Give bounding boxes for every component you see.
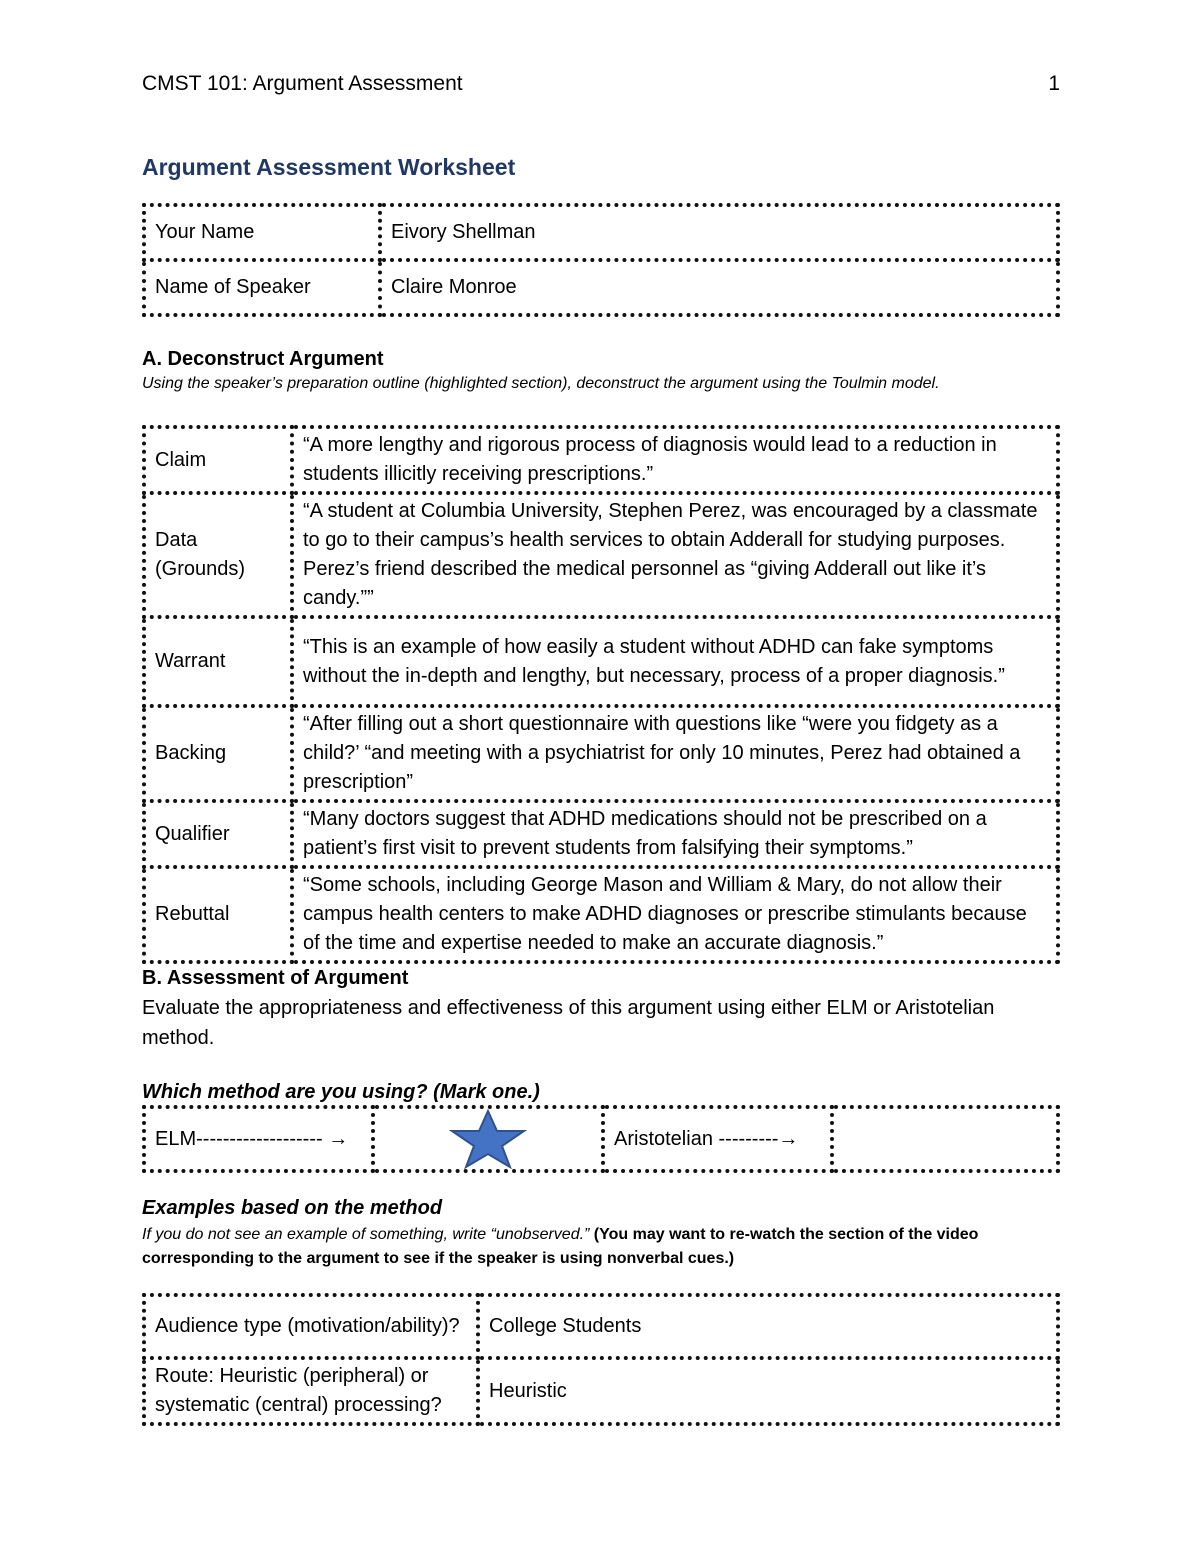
page-number: 1 [1048,72,1060,95]
elm-choice-cell[interactable] [373,1107,603,1171]
aristotelian-choice-cell[interactable] [832,1107,1058,1171]
table-row [144,493,1058,617]
section-b-heading: B. Assessment of Argument [142,967,409,989]
audience-type-label: Audience type (motivation/ability)? [144,1295,478,1358]
speaker-label: Name of Speaker [144,260,380,315]
qualifier-field[interactable]: “Many doctors suggest that ADHD medications should not be prescribed on a patient’s first visit to prevent students from falsifying their symptoms.” [292,801,1058,867]
examples-heading: Examples based on the method [142,1197,443,1219]
data-field[interactable]: “A student at Columbia University, Stephen Perez, was encouraged by a classmate to go to their campus’s health services to obtain Adderall for studying purposes. Perez’s friend described the medical personnel as “giving Adderall out like it’s candy.”” [292,493,1058,617]
table-row [144,867,1058,962]
table-row [144,1107,1058,1171]
audience-type-field[interactable]: College Students [478,1295,1058,1358]
table-row [144,1295,1058,1358]
your-name-label: Your Name [144,205,380,260]
claim-field[interactable]: “A more lengthy and rigorous process of diagnosis would lead to a reduction in students illicitly receiving prescriptions.” [292,427,1058,493]
elm-examples-table [142,1293,1060,1426]
speaker-field[interactable]: Claire Monroe [380,260,1058,315]
info-table [142,203,1060,317]
aristotelian-label: Aristotelian ---------→ [603,1107,832,1171]
table-row [144,205,1058,260]
backing-label: Backing [144,706,292,801]
table-row [144,617,1058,706]
backing-field[interactable]: “After filling out a short questionnaire with questions like “were you fidgety as a child?’ “and meeting with a psychiatrist for only 10 minutes, Perez had obtained a prescription” [292,706,1058,801]
table-row [144,801,1058,867]
your-name-field[interactable]: Eivory Shellman [380,205,1058,260]
warrant-field[interactable]: “This is an example of how easily a student without ADHD can fake symptoms without the in-depth and lengthy, but necessary, process of a proper diagnosis.” [292,617,1058,706]
data-label: Data (Grounds) [144,493,292,617]
examples-note-bold: (You may want to re-watch the section of the video corresponding to the argument to see if the speaker is using nonverbal cues.) [142,1226,979,1267]
section-a-heading: A. Deconstruct Argument [142,348,384,370]
table-row [144,1358,1058,1424]
examples-note [142,1223,1042,1271]
method-question: Which method are you using? (Mark one.) [142,1081,540,1103]
route-label: Route: Heuristic (peripheral) or systematic (central) processing? [144,1358,478,1424]
method-table [142,1105,1060,1173]
star-mark [452,1111,524,1167]
section-b-instruction: Evaluate the appropriateness and effectiveness of this argument using either ELM or Aristotelian method. [142,997,995,1049]
warrant-label: Warrant [144,617,292,706]
rebuttal-field[interactable]: “Some schools, including George Mason and William & Mary, do not allow their campus health centers to make ADHD diagnoses or prescribe stimulants because of the time and expertise needed to make an accurate diagnosis.” [292,867,1058,962]
star-icon [448,1109,528,1169]
table-row [144,706,1058,801]
table-row [144,427,1058,493]
route-field[interactable]: Heuristic [478,1358,1058,1424]
document-title: Argument Assessment Worksheet [142,154,516,180]
toulmin-table [142,425,1060,964]
table-row [144,260,1058,315]
claim-label: Claim [144,427,292,493]
rebuttal-label: Rebuttal [144,867,292,962]
examples-note-italic: If you do not see an example of something, write “unobserved.” [142,1226,590,1243]
elm-label: ELM------------------- → [144,1107,373,1171]
page-header-title: CMST 101: Argument Assessment [142,72,463,95]
section-a-instruction: Using the speaker’s preparation outline (highlighted section), deconstruct the argument using the Toulmin model. [142,375,940,392]
qualifier-label: Qualifier [144,801,292,867]
